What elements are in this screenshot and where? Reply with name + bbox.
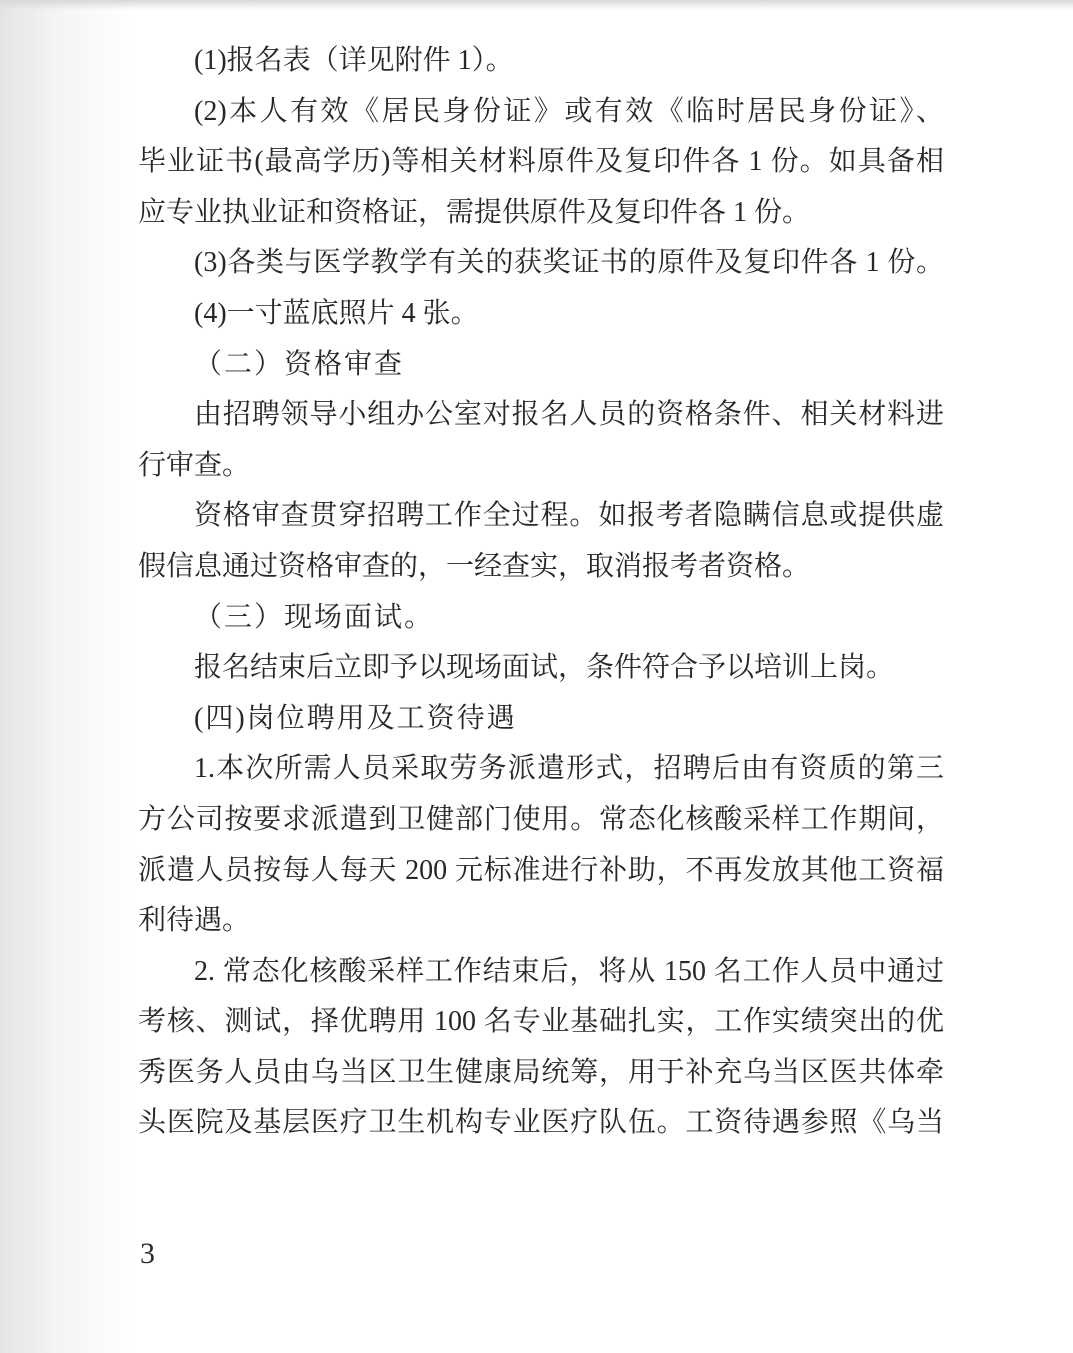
text-line: (4)一寸蓝底照片 4 张。 (194, 297, 479, 329)
text-line: 1.本次所需人员采取劳务派遣形式，招聘后由有资质的第三 (194, 753, 944, 785)
section-heading: （三）现场面试。 (194, 601, 435, 633)
text-line: 秀医务人员由乌当区卫生健康局统筹，用于补充乌当区医共体牵 (138, 1056, 944, 1088)
text-line: 派遣人员按每人每天 200 元标准进行补助，不再发放其他工资福 (138, 854, 944, 886)
text-line: 假信息通过资格审查的，一经查实，取消报考者资格。 (138, 550, 811, 582)
text-line: 应专业执业证和资格证，需提供原件及复印件各 1 份。 (138, 196, 811, 228)
text-line: (1)报名表（详见附件 1）。 (194, 45, 514, 76)
section-heading: （二）资格审查 (194, 348, 405, 380)
text-line: 考核、测试，择优聘用 100 名专业基础扎实，工作实绩突出的优 (138, 1006, 944, 1038)
page-number: 3 (140, 1237, 155, 1270)
text-line: 利待遇。 (138, 905, 251, 937)
text-line: 报名结束后立即予以现场面试，条件符合予以培训上岗。 (194, 652, 895, 684)
text-line: (3)各类与医学教学有关的获奖证书的原件及复印件各 1 份。 (194, 247, 944, 279)
text-line: 头医院及基层医疗卫生机构专业医疗队伍。工资待遇参照《乌当 (138, 1107, 944, 1139)
section-heading: (四)岗位聘用及工资待遇 (194, 702, 517, 734)
text-line: 行审查。 (138, 449, 251, 481)
text-line: 由招聘领导小组办公室对报名人员的资格条件、相关材料进 (194, 399, 944, 431)
text-line: (2)本人有效《居民身份证》或有效《临时居民身份证》、 (194, 95, 944, 127)
text-line: 资格审查贯穿招聘工作全过程。如报考者隐瞒信息或提供虚 (194, 500, 944, 532)
text-line: 毕业证书(最高学历)等相关材料原件及复印件各 1 份。如具备相 (138, 146, 944, 178)
text-line: 方公司按要求派遣到卫健部门使用。常态化核酸采样工作期间， (138, 803, 944, 835)
text-line: 2. 常态化核酸采样工作结束后，将从 150 名工作人员中通过 (194, 955, 944, 987)
document-body (138, 36, 944, 1149)
